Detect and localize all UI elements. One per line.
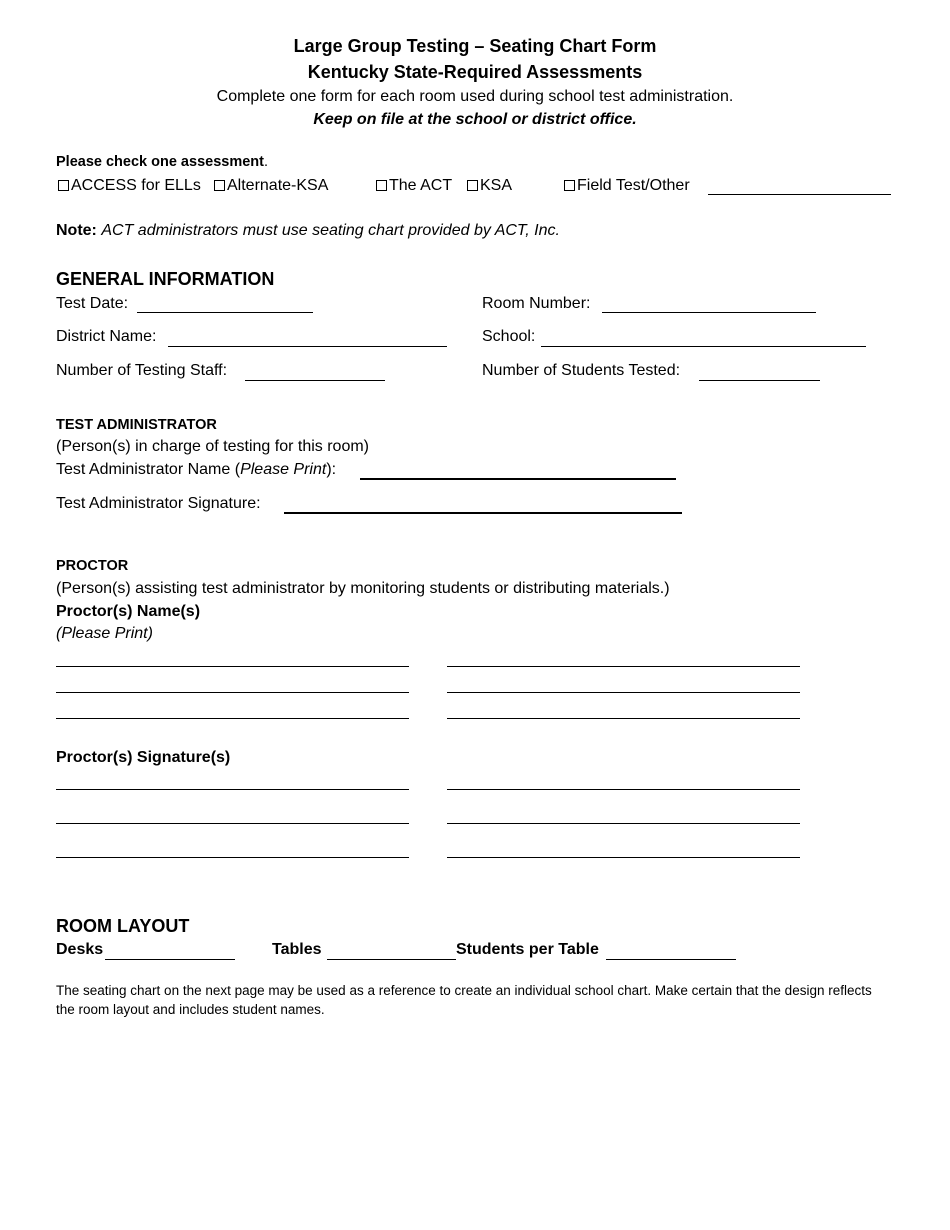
test-administrator-desc: (Person(s) in charge of testing for this room) [56,438,370,455]
school-label: School: [482,328,536,345]
district-name-field[interactable] [168,346,447,347]
room-number-label: Room Number: [482,295,591,312]
proctor-heading: PROCTOR [56,558,129,574]
general-info-heading: GENERAL INFORMATION [56,269,275,289]
tables-field[interactable] [327,959,456,960]
tables-label: Tables [272,941,322,958]
assessment-option-ksa[interactable]: KSA [467,177,512,195]
students-per-table-label: Students per Table [456,941,599,958]
form-subtitle: Kentucky State-Required Assessments [307,62,643,82]
checkbox-icon[interactable] [467,180,478,191]
test-date-field[interactable] [137,312,313,313]
form-title: Large Group Testing – Seating Chart Form [293,36,657,56]
proctor-signature-line[interactable] [56,789,409,790]
assessment-option-access[interactable]: ACCESS for ELLs [58,177,201,195]
proctor-signature-line[interactable] [447,789,800,790]
proctor-name-line[interactable] [447,666,800,667]
assessment-option-act[interactable]: The ACT [376,177,452,195]
school-field[interactable] [541,346,866,347]
proctor-name-line[interactable] [447,718,800,719]
keep-on-file-note: Keep on file at the school or district office. [313,111,637,128]
administrator-name-label: Test Administrator Name (Please Print): [56,461,337,478]
administrator-signature-field[interactable] [284,512,682,514]
testing-staff-field[interactable] [245,380,385,381]
test-administrator-heading: TEST ADMINISTRATOR [56,417,217,433]
proctor-desc: (Person(s) assisting test administrator by monitoring students or distributing materials.) [56,580,670,597]
checkbox-icon[interactable] [376,180,387,191]
proctor-signature-line[interactable] [447,857,800,858]
testing-staff-label: Number of Testing Staff: [56,362,228,379]
room-number-field[interactable] [602,312,816,313]
proctor-signature-line[interactable] [56,857,409,858]
assessment-prompt: Please check one assessment. [56,154,268,170]
checkbox-icon[interactable] [214,180,225,191]
proctor-name-line[interactable] [56,666,409,667]
desks-field[interactable] [105,959,235,960]
administrator-signature-label: Test Administrator Signature: [56,495,261,512]
proctor-signatures-label: Proctor(s) Signature(s) [56,749,231,766]
proctor-signature-line[interactable] [56,823,409,824]
proctor-names-label: Proctor(s) Name(s) [56,603,201,620]
proctor-name-line[interactable] [56,718,409,719]
students-tested-label: Number of Students Tested: [482,362,681,379]
administrator-name-field[interactable] [360,478,676,480]
proctor-name-line[interactable] [447,692,800,693]
proctor-signature-line[interactable] [447,823,800,824]
test-date-label: Test Date: [56,295,129,312]
desks-label: Desks [56,941,104,958]
form-instruction: Complete one form for each room used during school test administration. [216,88,734,105]
act-note: Note: ACT administrators must use seating chart provided by ACT, Inc. [56,222,560,239]
please-print-note: (Please Print) [56,625,153,642]
checkbox-icon[interactable] [58,180,69,191]
checkbox-icon[interactable] [564,180,575,191]
students-per-table-field[interactable] [606,959,736,960]
seating-chart-footnote: The seating chart on the next page may be used as a reference to create an individual school chart. Make certain that the design reflects the room layout and includes student names. [56,983,872,1017]
assessment-option-field-test[interactable]: Field Test/Other [564,177,690,195]
field-test-other-line[interactable] [708,194,891,195]
proctor-name-line[interactable] [56,692,409,693]
students-tested-field[interactable] [699,380,820,381]
district-name-label: District Name: [56,328,157,345]
assessment-option-alternate-ksa[interactable]: Alternate-KSA [214,177,328,195]
room-layout-heading: ROOM LAYOUT [56,916,190,936]
